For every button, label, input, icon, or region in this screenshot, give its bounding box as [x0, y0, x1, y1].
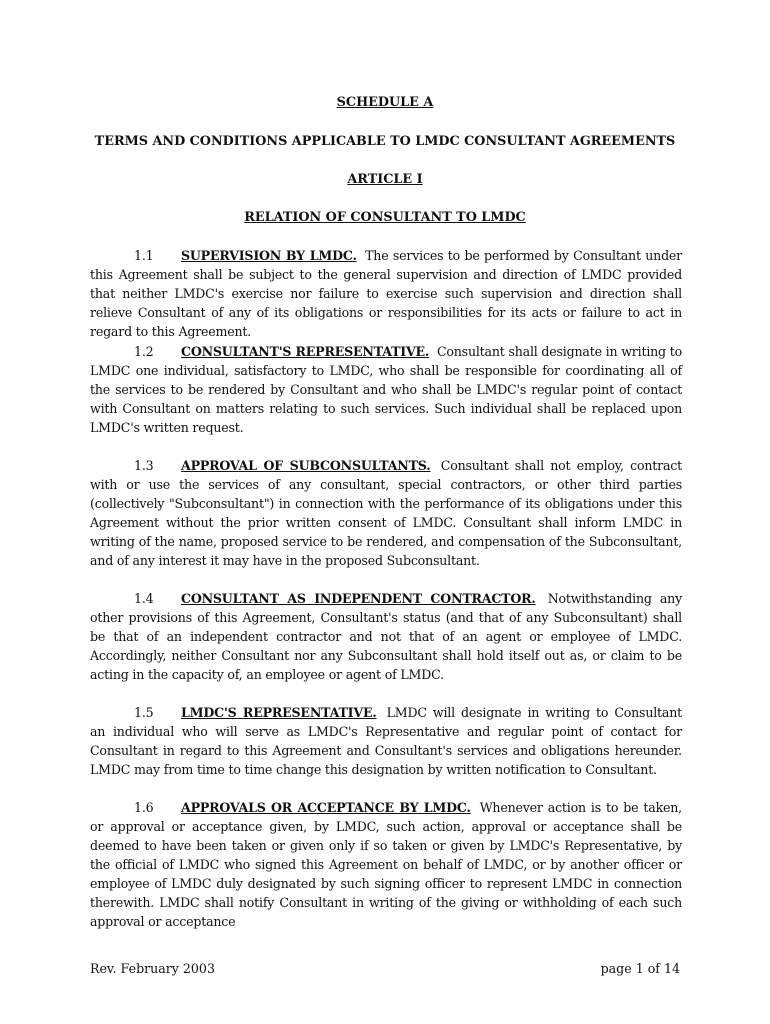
schedule-heading: SCHEDULE A: [336, 95, 434, 110]
document-title: TERMS AND CONDITIONS APPLICABLE TO LMDC CONSULTANT AGREEMENTS: [94, 134, 676, 149]
section-title: SUPERVISION BY LMDC.: [181, 248, 357, 263]
section-title: LMDC'S REPRESENTATIVE.: [181, 705, 377, 720]
section-number: 1.1: [134, 248, 154, 263]
section-text: Whenever action is to be taken, or approval or acceptance given, by LMDC, such action, approval or acceptance shall be deemed to have been taken or given only if so taken or given by LMDC's Representative, by the official of LMDC who signed this Agreement on behalf of LMDC, or by another officer or employee of LMDC duly designated by such signing officer to represent LMDC in connection therewith. LMDC shall notify Consultant in writing of the giving or withholding of each such approval or acceptance: [90, 800, 682, 929]
section-text: The services to be performed by Consultant under this Agreement shall be subject to the general supervision and direction of LMDC provided that neither LMDC's exercise nor failure to exercise such supervision and direction shall relieve Consultant of any of its obligations or responsibilities for its acts or failure to act in regard to this Agreement.: [90, 248, 683, 339]
section-number: 1.2: [134, 344, 154, 359]
section-text: LMDC will designate in writing to Consultant an individual who will serve as LMDC's Representative and regular point of contact for Consultant in regard to this Agreement and Consultant's services and obligations hereunder. LMDC may from time to time change this designation by written notification to Consultant.: [90, 705, 682, 777]
section-title: CONSULTANT AS INDEPENDENT CONTRACTOR.: [181, 591, 536, 606]
footer-revision: Rev. February 2003: [90, 961, 215, 976]
footer-page-number: page 1 of 14: [600, 961, 680, 976]
section-1-5: [90, 703, 682, 779]
section-title: CONSULTANT'S REPRESENTATIVE.: [181, 344, 430, 359]
section-text: Consultant shall designate in writing to LMDC one individual, satisfactory to LMDC, who shall be responsible for coordinating all of the services to be rendered by Consultant and who shall be LMDC's regular point of contact with Consultant on matters relating to such services. Such individual shall be replaced upon LMDC's written request.: [90, 344, 682, 435]
article-title: RELATION OF CONSULTANT TO LMDC: [244, 210, 526, 225]
section-1-3: [90, 456, 682, 570]
section-text: Notwithstanding any other provisions of this Agreement, Consultant's status (and that of any Subconsultant) shall be that of an independent contractor and not that of an agent or employee of LMDC. Accordingly, neither Consultant nor any Subconsultant shall hold itself out as, or claim to be acting in the capacity of, an employee or agent of LMDC.: [90, 591, 682, 682]
section-number: 1.6: [134, 800, 154, 815]
article-heading: ARTICLE I: [347, 172, 423, 187]
section-number: 1.5: [134, 705, 154, 720]
section-number: 1.3: [134, 458, 154, 473]
section-1-2: [90, 342, 682, 437]
section-1-1: [90, 246, 682, 341]
section-text: Consultant shall not employ, contract with or use the services of any consultant, special contractors, or other third parties (collectively "Subconsultant") in connection with the performance of its obligations under this Agreement without the prior written consent of LMDC. Consultant shall inform LMDC in writing of the name, proposed service to be rendered, and compensation of the Subconsultant, and of any interest it may have in the proposed Subconsultant.: [90, 458, 683, 568]
section-title: APPROVALS OR ACCEPTANCE BY LMDC.: [181, 800, 471, 815]
section-1-6: [90, 798, 682, 931]
section-1-4: [90, 589, 682, 684]
section-number: 1.4: [134, 591, 154, 606]
section-title: APPROVAL OF SUBCONSULTANTS.: [181, 458, 431, 473]
